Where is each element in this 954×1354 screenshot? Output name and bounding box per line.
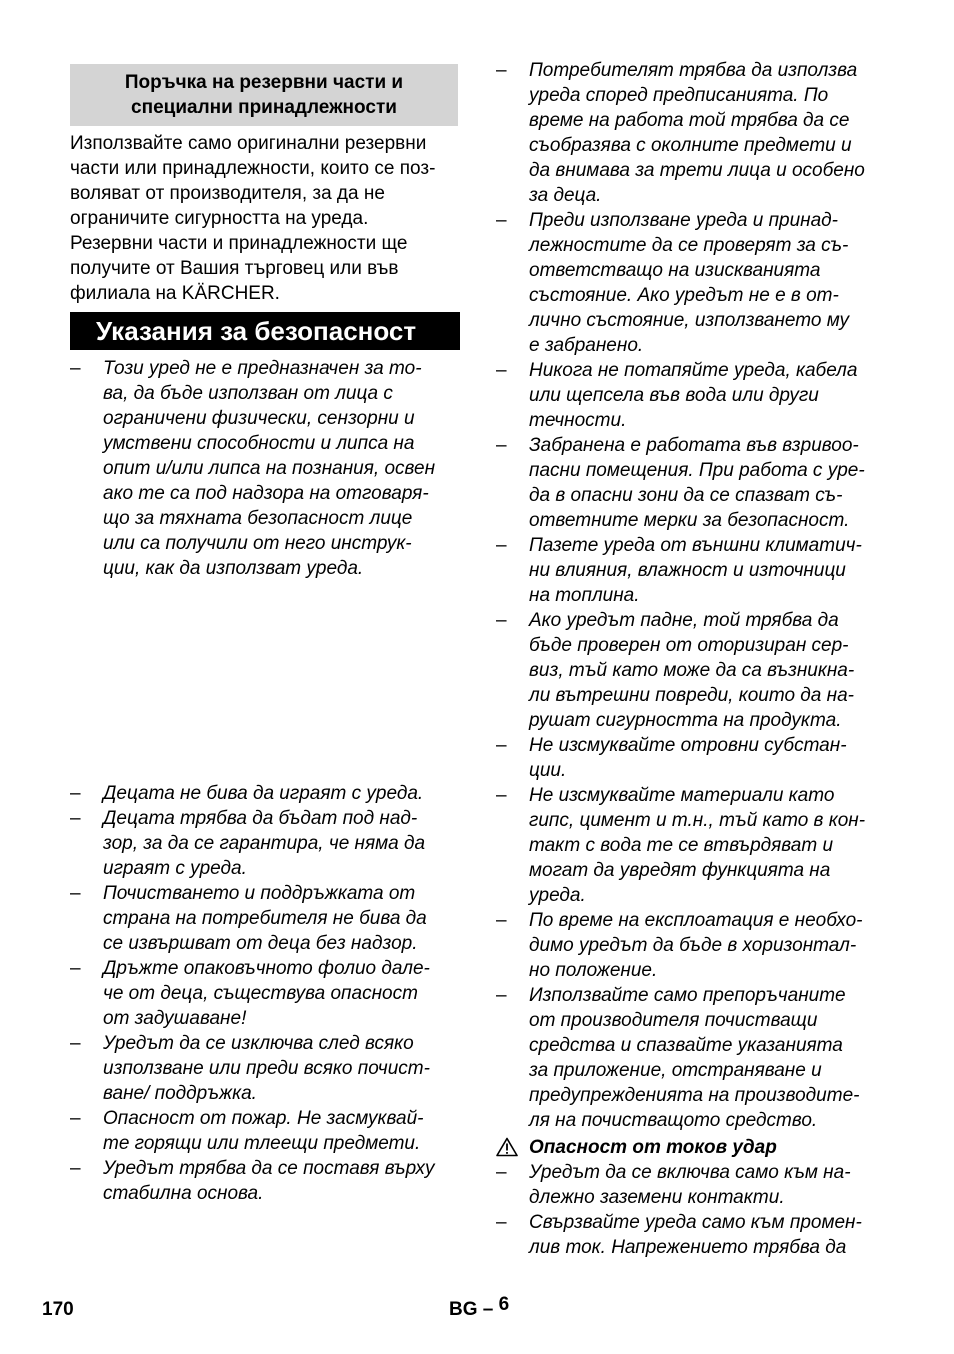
list-item bbox=[70, 781, 466, 806]
list-item bbox=[70, 806, 466, 881]
bullet-dash: – bbox=[496, 610, 507, 631]
list-item-line: ции, как да използват уреда. bbox=[103, 558, 364, 579]
bullet-dash: – bbox=[70, 1158, 81, 1179]
list-item-line: уреда според предписанията. По bbox=[529, 85, 829, 106]
list-item-line: такт с вода те се втвърдяват и bbox=[529, 835, 834, 856]
list-item-line: за приложение, отстраняване и bbox=[529, 1060, 822, 1081]
list-item-line: пасни помещения. При работа с уре- bbox=[529, 460, 865, 481]
text-line: Резервни части и принадлежности ще bbox=[70, 233, 408, 254]
list-item-line: ако те са под надзора на отговаря- bbox=[103, 483, 429, 504]
bullet-dash: – bbox=[70, 958, 81, 979]
list-item bbox=[70, 356, 466, 581]
bullet-dash: – bbox=[496, 985, 507, 1006]
list-item-line: Не изсмуквайте материали като bbox=[529, 785, 835, 806]
bullet-dash: – bbox=[70, 358, 81, 379]
warning-title: Опасност от токов удар bbox=[529, 1137, 777, 1158]
list-item-line: течности. bbox=[529, 410, 627, 431]
list-item bbox=[496, 1160, 892, 1210]
list-item-line: съобразява с околните предмети и bbox=[529, 135, 852, 156]
list-item-line: Преди използване уреда и принад- bbox=[529, 210, 839, 231]
list-item-line: използване или преди всяко почист- bbox=[103, 1058, 430, 1079]
list-item-line: Използвайте само препоръчаните bbox=[529, 985, 846, 1006]
list-item bbox=[496, 1210, 892, 1260]
list-item-line: че от деца, съществува опасност bbox=[103, 983, 418, 1004]
footer-separator: – bbox=[477, 1299, 499, 1320]
bullet-dash: – bbox=[496, 535, 507, 556]
list-item-line: Почистването и поддръжката от bbox=[103, 883, 416, 904]
list-item-line: Опасност от пожар. Не засмуквай- bbox=[103, 1108, 424, 1129]
list-item bbox=[496, 608, 892, 733]
warning-triangle-icon bbox=[496, 1137, 518, 1157]
list-item-line: на топлина. bbox=[529, 585, 640, 606]
list-item bbox=[496, 908, 892, 983]
list-item-line: Уредът да се изключва след всяко bbox=[103, 1033, 414, 1054]
list-item-line: гипс, цимент и т.н., тъй като в кон- bbox=[529, 810, 866, 831]
bullet-dash: – bbox=[496, 785, 507, 806]
list-item bbox=[70, 881, 466, 956]
section-title-safety: Указания за безопасност bbox=[70, 312, 460, 350]
list-item-line: но положение. bbox=[529, 960, 658, 981]
bullet-dash: – bbox=[70, 883, 81, 904]
list-item-line: опит и/или липса на познания, освен bbox=[103, 458, 436, 479]
text-line: части или принадлежности, които се поз- bbox=[70, 158, 436, 179]
safety-list-left-top bbox=[70, 356, 466, 581]
bullet-dash: – bbox=[496, 910, 507, 931]
list-item-line: да в опасни зони да се спазват съ- bbox=[529, 485, 843, 506]
list-item-line: лив ток. Напрежението трябва да bbox=[529, 1237, 847, 1258]
list-item-line: да внимава за трети лица и особено bbox=[529, 160, 865, 181]
footer-lang-page: 6 bbox=[498, 1294, 510, 1315]
list-item-line: лежностите да се проверят за съ- bbox=[529, 235, 849, 256]
list-item-line: ване/ поддръжка. bbox=[103, 1083, 257, 1104]
list-item-line: По време на експлоатация е необхо- bbox=[529, 910, 863, 931]
bullet-dash: – bbox=[70, 1033, 81, 1054]
list-item-line: Децата трябва да бъдат под над- bbox=[103, 808, 418, 829]
list-item-line: страна на потребителя не бива да bbox=[103, 908, 427, 929]
list-item-line: зор, за да се гарантира, че няма да bbox=[103, 833, 426, 854]
list-item-line: състояние. Ако уредът не е в от- bbox=[529, 285, 839, 306]
list-item-line: предупрежденията на производите- bbox=[529, 1085, 860, 1106]
bullet-dash: – bbox=[496, 60, 507, 81]
list-item-line: или щепсела във вода или други bbox=[529, 385, 819, 406]
list-item-line: Никога не потапяйте уреда, кабела bbox=[529, 360, 858, 381]
list-item-line: димо уредът да бъде в хоризонтал- bbox=[529, 935, 857, 956]
list-item bbox=[496, 58, 892, 208]
list-item bbox=[70, 1156, 466, 1206]
bullet-dash: – bbox=[70, 783, 81, 804]
list-item bbox=[70, 1106, 466, 1156]
list-item-line: ответните мерки за безопасност. bbox=[529, 510, 850, 531]
warning-heading bbox=[496, 1135, 892, 1160]
list-item-line: Пазете уреда от външни климатич- bbox=[529, 535, 862, 556]
list-item-line: средства и спазвайте указанията bbox=[529, 1035, 843, 1056]
list-item bbox=[496, 208, 892, 358]
list-item-line: стабилна основа. bbox=[103, 1183, 264, 1204]
list-item-line: ва, да бъде използван от лица с bbox=[103, 383, 393, 404]
text-line: ограничите сигурността на уреда. bbox=[70, 208, 369, 229]
heading-line: специални принадлежности bbox=[131, 97, 397, 118]
list-item-line: лично състояние, използването му bbox=[529, 310, 850, 331]
list-item-line: за деца. bbox=[529, 185, 602, 206]
safety-list-right bbox=[496, 58, 892, 1133]
bullet-dash: – bbox=[496, 435, 507, 456]
text-line: филиала на KÄRCHER. bbox=[70, 283, 280, 304]
electric-shock-block bbox=[496, 1135, 892, 1260]
intro-paragraph bbox=[70, 131, 462, 306]
list-item bbox=[496, 533, 892, 608]
bullet-dash: – bbox=[496, 210, 507, 231]
bullet-dash: – bbox=[496, 1212, 507, 1233]
list-item-line: играят с уреда. bbox=[103, 858, 247, 879]
list-item-line: време на работа той трябва да се bbox=[529, 110, 850, 131]
list-item-line: ля на почистващото средство. bbox=[529, 1110, 818, 1131]
bullet-dash: – bbox=[496, 1162, 507, 1183]
list-item bbox=[496, 358, 892, 433]
list-item-line: се извършват от деца без надзор. bbox=[103, 933, 418, 954]
safety-list-electric bbox=[496, 1160, 892, 1260]
list-item-line: Дръжте опаковъчното фолио дале- bbox=[103, 958, 430, 979]
list-item-line: или са получили от него инструк- bbox=[103, 533, 412, 554]
list-item-line: бъде проверен от оторизиран сер- bbox=[529, 635, 849, 656]
list-item-line: ни влияния, влажност и източници bbox=[529, 560, 846, 581]
list-item bbox=[70, 956, 466, 1031]
text-line: воляват от производителя, за да не bbox=[70, 183, 385, 204]
list-item bbox=[70, 1031, 466, 1106]
page-number: 170 bbox=[42, 1299, 74, 1320]
list-item-line: Уредът трябва да се поставя върху bbox=[103, 1158, 435, 1179]
list-item-line: Децата не бива да играят с уреда. bbox=[103, 783, 424, 804]
bullet-dash: – bbox=[70, 1108, 81, 1129]
list-item-line: от задушаване! bbox=[103, 1008, 247, 1029]
list-item-line: умствени способности и липса на bbox=[103, 433, 415, 454]
list-item-line: Свързвайте уреда само към промен- bbox=[529, 1212, 862, 1233]
list-item-line: ции. bbox=[529, 760, 567, 781]
footer-lang-code: BG bbox=[449, 1299, 478, 1320]
list-item bbox=[496, 433, 892, 533]
text-line: получите от Вашия търговец или във bbox=[70, 258, 399, 279]
list-item-line: виз, тъй като може да са възникна- bbox=[529, 660, 855, 681]
list-item-line: те горящи или тлеещи предмети. bbox=[103, 1133, 421, 1154]
heading-line: Поръчка на резервни части и bbox=[124, 72, 404, 93]
list-item-line: що за тяхната безопасност лице bbox=[103, 508, 413, 529]
list-item-line: е забранено. bbox=[529, 335, 644, 356]
bullet-dash: – bbox=[496, 360, 507, 381]
list-item-line: Забранена е работата във взривоо- bbox=[529, 435, 859, 456]
bullet-dash: – bbox=[496, 735, 507, 756]
list-item-line: Този уред не е предназначен за то- bbox=[103, 358, 422, 379]
list-item bbox=[496, 783, 892, 908]
section-heading-spare-parts bbox=[70, 64, 458, 126]
list-item-line: ли вътрешни повреди, които да на- bbox=[529, 685, 854, 706]
list-item-line: от производителя почистващи bbox=[529, 1010, 818, 1031]
list-item-line: ограничени физически, сензорни и bbox=[103, 408, 415, 429]
list-item-line: Ако уредът падне, той трябва да bbox=[529, 610, 839, 631]
list-item-line: Потребителят трябва да използва bbox=[529, 60, 858, 81]
list-item bbox=[496, 983, 892, 1133]
safety-list-left-bottom bbox=[70, 781, 466, 1206]
footer-language-page bbox=[449, 1294, 510, 1321]
text-line: Използвайте само оригинални резервни bbox=[70, 133, 427, 154]
list-item-line: Уредът да се включва само към на- bbox=[529, 1162, 851, 1183]
list-item-line: могат да увредят функцията на bbox=[529, 860, 831, 881]
list-item bbox=[496, 733, 892, 783]
bullet-dash: – bbox=[70, 808, 81, 829]
list-item-line: длежно заземени контакти. bbox=[529, 1187, 785, 1208]
list-item-line: Не изсмуквайте отровни субстан- bbox=[529, 735, 847, 756]
list-item-line: рушат сигурността на продукта. bbox=[529, 710, 842, 731]
list-item-line: уреда. bbox=[529, 885, 586, 906]
list-item-line: ответстващо на изискванията bbox=[529, 260, 821, 281]
